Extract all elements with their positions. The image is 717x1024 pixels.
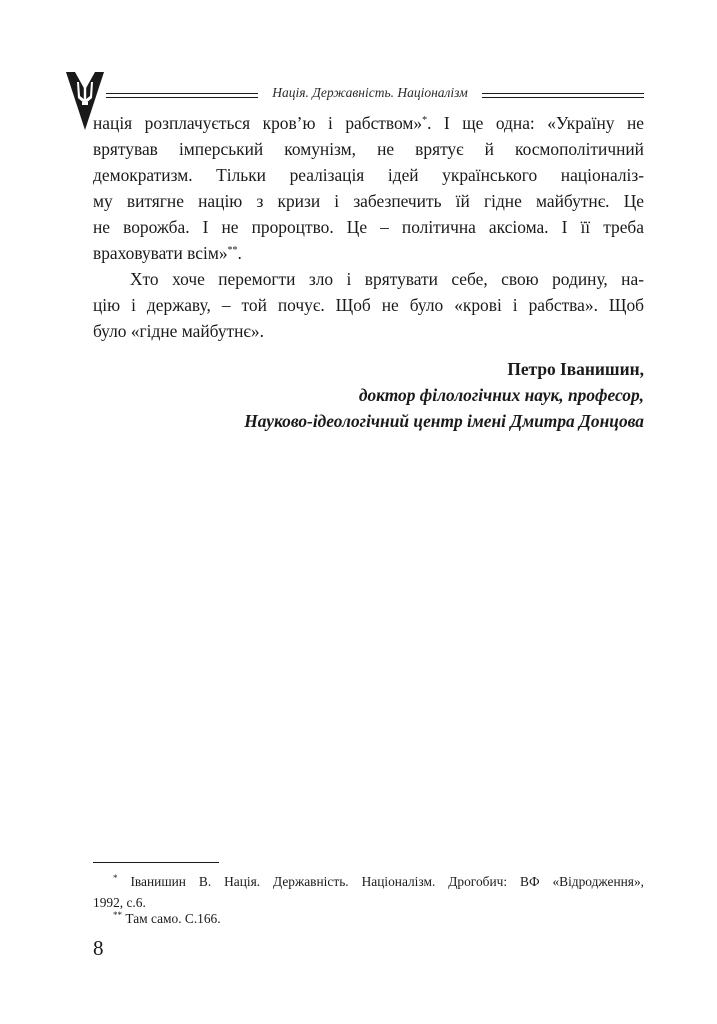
body-line-3: демократизм. Тільки реалізація ідей українського націоналіз-	[93, 165, 644, 185]
body-text: .	[237, 243, 242, 263]
page-number: 8	[93, 936, 104, 960]
body-text: нація розплачується кров’ю і рабством»	[93, 113, 423, 133]
signature-organization: Науково-ідеологічний центр імені Дмитра Донцова	[244, 411, 644, 431]
body-text: враховувати всім»	[93, 243, 228, 263]
header-rule-right	[482, 93, 644, 98]
body-line-2: врятував імперський комунізм, не врятує й космополітичний	[93, 139, 644, 159]
body-line-9: було «гідне майбутнє».	[93, 321, 264, 341]
body-line-5: не ворожба. І не пророцтво. Це – політична аксіома. І її треба	[93, 217, 644, 237]
running-header-title: Нація. Державність. Націоналізм	[272, 85, 468, 100]
body-text: . І ще одна: «Україну не	[427, 113, 644, 133]
body-line-4: му витягне націю з кризи і забезпечить їй гідне майбутнє. Це	[93, 191, 644, 211]
footnote-2	[113, 908, 664, 929]
body-line-7: Хто хоче перемогти зло і врятувати себе, свою родину, на-	[130, 269, 644, 289]
footnote-mark-1: *	[113, 873, 118, 883]
header-rule-left	[106, 93, 258, 98]
footnote-divider	[93, 862, 219, 863]
footnote-ref-2[interactable]: **	[227, 245, 238, 256]
footnote-1	[113, 871, 644, 892]
body-line-6	[93, 240, 644, 266]
footnote-1-text: Іванишин В. Нація. Державність. Націоналізм. Дрогобич: ВФ «Відродження»,	[130, 874, 644, 889]
body-line-1	[93, 110, 644, 136]
footnote-2-text: Там само. С.166.	[125, 911, 221, 926]
signature-title: доктор філологічних наук, професор,	[358, 385, 644, 405]
footnote-mark-2: **	[113, 910, 122, 920]
footnote-ref-1[interactable]: *	[422, 115, 428, 126]
body-line-8: цію і державу, – той почує. Щоб не було «крові і рабства». Щоб	[93, 295, 644, 315]
signature-name: Петро Іванишин,	[507, 359, 644, 379]
footnote-1-continuation: 1992, с.6.	[93, 895, 146, 910]
